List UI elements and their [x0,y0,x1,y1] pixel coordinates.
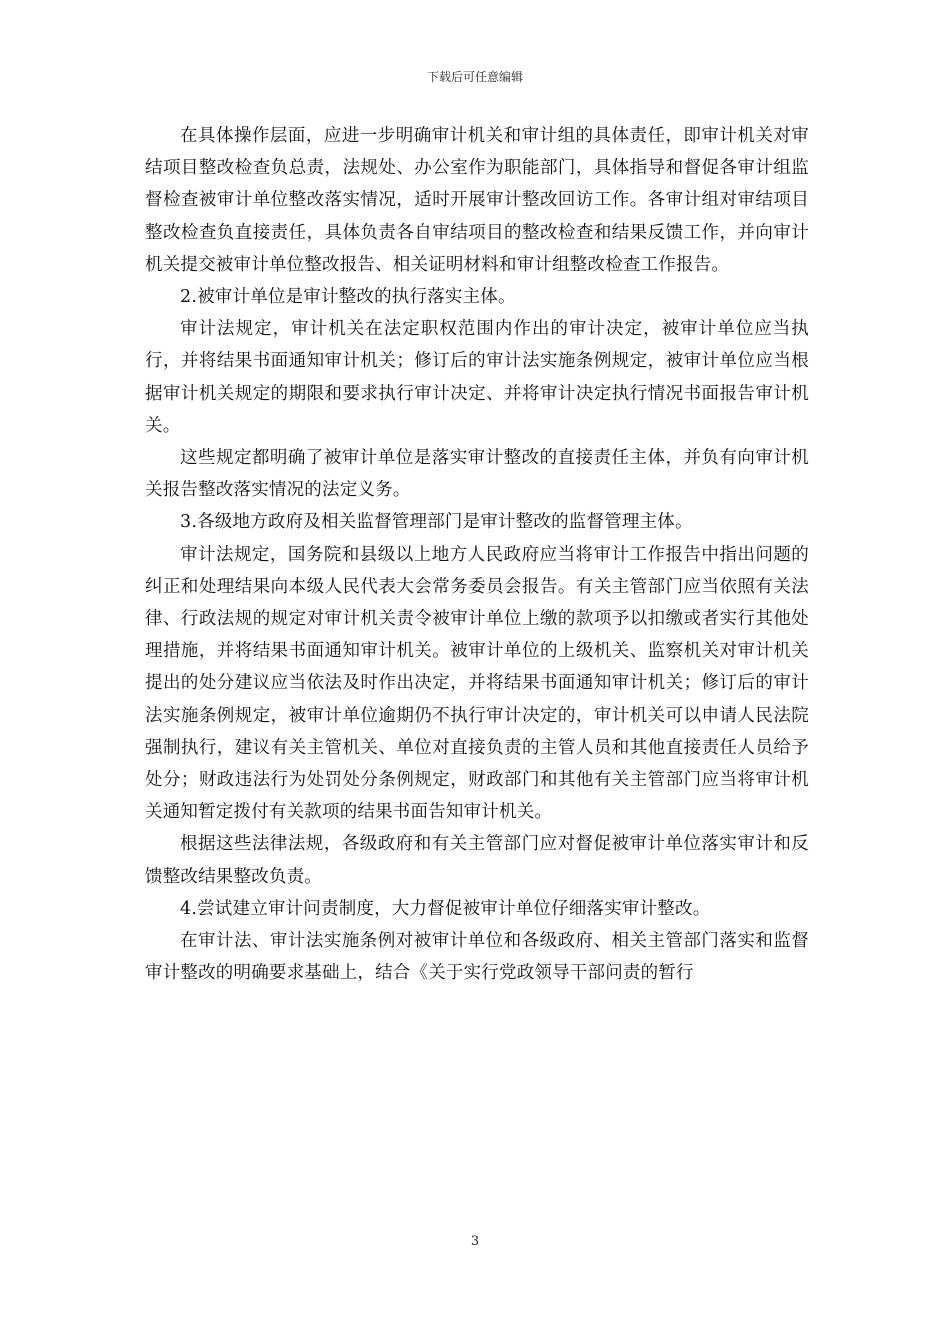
page-header-note: 下载后可任意编辑 [426,70,523,84]
paragraph: 这些规定都明确了被审计单位是落实审计整改的直接责任主体，并负有向审计机关报告整改落实情况的法定义务。 [145,448,809,501]
paragraph: 根据这些法律法规，各级政府和有关主管部门应对督促被审计单位落实审计和反馈整改结果整改负责。 [145,834,809,887]
section-heading: 2.被审计单位是审计整改的执行落实主体。 [180,287,516,308]
paragraph: 审计法规定，国务院和县级以上地方人民政府应当将审计工作报告中指出问题的纠正和处理结果向本级人民代表大会常务委员会报告。有关主管部门应当依照有关法律、行政法规的规定对审计机关责令被审计单位上缴的款项予以扣缴或者实行其他处理措施，并将结果书面通知审计机关。被审计单位的上级机关、监察机关对审计机关提出的处分建议应当依法及时作出决定，并将结果书面通知审计机关；修订后的审计法实施条例规定，被审计单位逾期仍不执行审计决定的，审计机关可以申请人民法院强制执行，建议有关主管机关、单位对直接负责的主管人员和其他直接责任人员给予处分；财政违法行为处罚处分条例规定，财政部门和其他有关主管部门应当将审计机关通知暂定拨付有关款项的结果书面告知审计机关。 [145,544,809,823]
section-heading: 3.各级地方政府及相关监督管理部门是审计整改的监督管理主体。 [180,512,693,533]
paragraph: 在具体操作层面，应进一步明确审计机关和审计组的具体责任，即审计机关对审结项目整改检查负总责，法规处、办公室作为职能部门，具体指导和督促各审计组监督检查被审计单位整改落实情况，适时开展审计整改回访工作。各审计组对审结项目整改检查负直接责任，具体负责各自审结项目的整改检查和结果反馈工作，并向审计机关提交被审计单位整改报告、相关证明材料和审计组整改检查工作报告。 [145,126,809,275]
paragraph: 在审计法、审计法实施条例对被审计单位和各级政府、相关主管部门落实和监督审计整改的明确要求基础上，结合《关于实行党政领导干部问责的暂行 [145,931,809,984]
paragraph: 审计法规定，审计机关在法定职权范围内作出的审计决定，被审计单位应当执行，并将结果书面通知审计机关；修订后的审计法实施条例规定，被审计单位应当根据审计机关规定的期限和要求执行审计决定、并将审计决定执行情况书面报告审计机关。 [145,319,809,436]
page-number: 3 [470,1234,480,1249]
section-heading: 4.尝试建立审计问责制度，大力督促被审计单位仔细落实审计整改。 [180,898,711,919]
document-body [145,120,809,989]
